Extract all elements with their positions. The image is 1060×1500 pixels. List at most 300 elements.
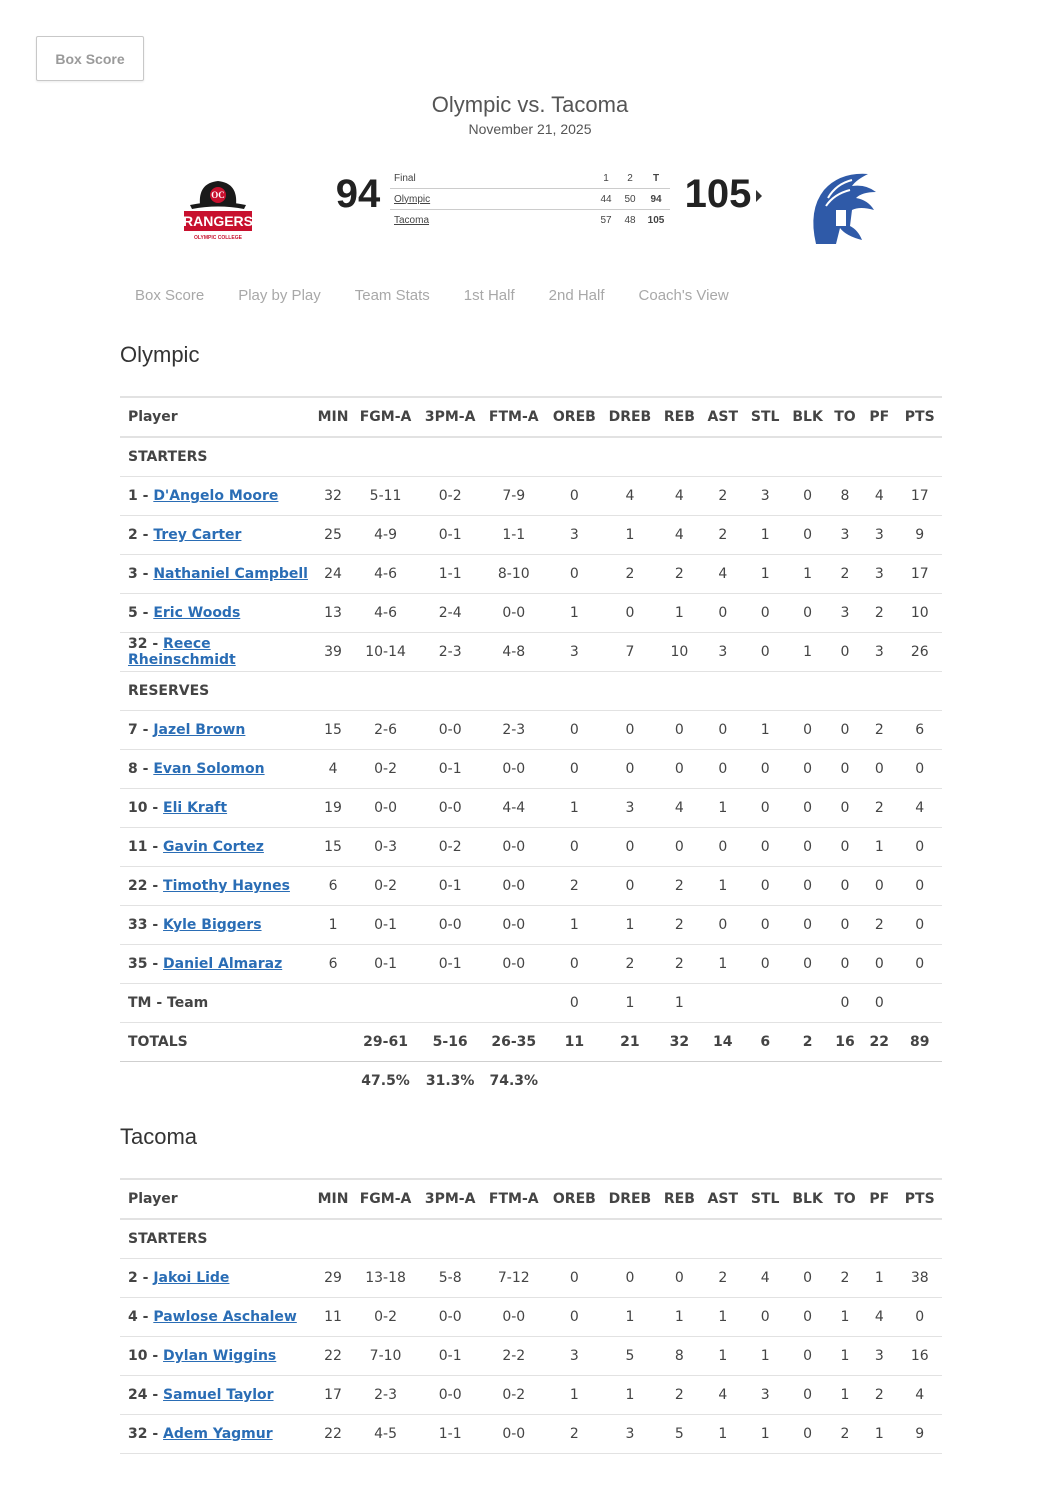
stat-cell: 0 xyxy=(897,1298,942,1337)
stat-cell: 0 xyxy=(829,750,861,789)
stat-cell: 0 xyxy=(603,750,658,789)
stat-cell: 1 xyxy=(744,1337,786,1376)
player-cell: 2 - Trey Carter xyxy=(120,516,314,555)
total-cell: 21 xyxy=(603,1023,658,1062)
stat-cell: 3 xyxy=(546,516,603,555)
stat-cell: 0 xyxy=(744,789,786,828)
linescore-period-2: 2 xyxy=(627,172,633,184)
player-cell: 35 - Daniel Almaraz xyxy=(120,945,314,984)
stat-cell: 4 xyxy=(861,1298,897,1337)
stat-cell: 3 xyxy=(603,1415,658,1454)
stat-cell: 0 xyxy=(786,1259,828,1298)
player-cell: 3 - Nathaniel Campbell xyxy=(120,555,314,594)
player-name-link[interactable]: Eric Woods xyxy=(153,605,241,621)
column-header: AST xyxy=(702,397,744,437)
stat-cell: 0 xyxy=(657,750,701,789)
total-cell: 2 xyxy=(786,1023,828,1062)
stat-cell: 0 xyxy=(786,1376,828,1415)
stat-cell: 9 xyxy=(897,1415,942,1454)
total-cell: 6 xyxy=(744,1023,786,1062)
player-number: 32 xyxy=(128,636,148,652)
player-number: 22 xyxy=(128,878,148,894)
stat-cell: 0 xyxy=(546,555,603,594)
stat-cell: 0 xyxy=(786,594,828,633)
percentage-cell xyxy=(829,1062,861,1101)
column-header: PF xyxy=(861,397,897,437)
stat-cell: 0-0 xyxy=(419,789,482,828)
stat-cell: 1 xyxy=(786,555,828,594)
player-cell: 10 - Dylan Wiggins xyxy=(120,1337,314,1376)
stat-cell: 2 xyxy=(702,1259,744,1298)
player-row xyxy=(120,1415,942,1454)
box-score-subnav xyxy=(118,287,746,304)
stat-cell: 7 xyxy=(603,633,658,672)
subnav-tab-box-score[interactable]: Box Score xyxy=(135,287,205,304)
player-name-link[interactable]: Jazel Brown xyxy=(153,722,246,738)
player-row xyxy=(120,1337,942,1376)
player-cell: 11 - Gavin Cortez xyxy=(120,828,314,867)
stat-cell: 0 xyxy=(897,750,942,789)
stat-cell: 0-0 xyxy=(419,1298,482,1337)
subnav-tab-play-by-play[interactable]: Play by Play xyxy=(238,287,321,304)
stat-cell: 2 xyxy=(603,555,658,594)
stat-cell: 2 xyxy=(603,945,658,984)
stat-cell: 0 xyxy=(829,984,861,1023)
stat-cell: 15 xyxy=(314,828,352,867)
stat-cell: 0 xyxy=(744,750,786,789)
stat-cell: 4-6 xyxy=(352,555,419,594)
stat-cell: 0 xyxy=(603,1259,658,1298)
stat-cell: 22 xyxy=(314,1415,352,1454)
stat-cell: 0 xyxy=(702,711,744,750)
total-cell: 29-61 xyxy=(352,1023,419,1062)
olympic-rangers-logo xyxy=(182,175,254,243)
stat-cell: 4 xyxy=(897,1376,942,1415)
stat-cell: 2 xyxy=(861,789,897,828)
stat-cell: 2 xyxy=(546,867,603,906)
stat-cell: 0 xyxy=(657,1259,701,1298)
home-score: 94 xyxy=(335,172,381,216)
player-row xyxy=(120,906,942,945)
stat-cell: 0 xyxy=(744,594,786,633)
column-header: DREB xyxy=(603,1179,658,1219)
player-name-link[interactable]: Reece Rheinschmidt xyxy=(128,636,236,668)
stat-cell: 7-9 xyxy=(481,477,546,516)
subnav-tab-team-stats[interactable]: Team Stats xyxy=(354,287,430,304)
linescore-team-link[interactable]: Tacoma xyxy=(390,210,594,231)
player-number: 32 xyxy=(128,1426,148,1442)
player-cell: 8 - Evan Solomon xyxy=(120,750,314,789)
subnav-tab-1st-half[interactable]: 1st Half xyxy=(463,287,515,304)
column-header: 3PM-A xyxy=(419,397,482,437)
logo-monogram: OC xyxy=(211,190,225,200)
player-row xyxy=(120,789,942,828)
stat-cell: 0 xyxy=(786,828,828,867)
table-header-row xyxy=(120,1179,942,1219)
stat-cell: 0 xyxy=(744,633,786,672)
stat-cell: 1 xyxy=(657,984,701,1023)
stat-cell: 2 xyxy=(702,516,744,555)
stat-cell: 1 xyxy=(702,1298,744,1337)
stat-cell: 1 xyxy=(314,906,352,945)
subnav-tab-2nd-half[interactable]: 2nd Half xyxy=(548,287,605,304)
stat-cell: 2 xyxy=(861,594,897,633)
stat-cell: 24 xyxy=(314,555,352,594)
stat-cell: 1 xyxy=(603,516,658,555)
total-cell: 11 xyxy=(546,1023,603,1062)
stat-cell: 3 xyxy=(829,516,861,555)
player-name-link[interactable]: Jakoi Lide xyxy=(153,1270,230,1286)
section-header-row xyxy=(120,672,942,711)
column-header: Player xyxy=(120,1179,314,1219)
total-cell: 22 xyxy=(861,1023,897,1062)
column-header: BLK xyxy=(786,397,828,437)
column-header: FTM-A xyxy=(481,397,546,437)
stat-cell: 3 xyxy=(546,633,603,672)
stat-cell: 2 xyxy=(657,867,701,906)
player-row xyxy=(120,867,942,906)
stat-cell: 1 xyxy=(603,1298,658,1337)
stat-cell: 0-2 xyxy=(419,828,482,867)
tacoma-spartan-helmet-logo xyxy=(806,170,882,248)
column-header: REB xyxy=(657,1179,701,1219)
player-name-link[interactable]: Eli Kraft xyxy=(163,800,228,816)
stat-cell: 0 xyxy=(786,750,828,789)
stat-cell: 4-6 xyxy=(352,594,419,633)
stat-cell: 3 xyxy=(744,477,786,516)
section-header-row xyxy=(120,437,942,477)
stat-cell: 16 xyxy=(897,1337,942,1376)
column-header: PTS xyxy=(897,1179,942,1219)
stat-cell: 0-1 xyxy=(419,516,482,555)
stat-cell: 8 xyxy=(829,477,861,516)
total-cell: 26-35 xyxy=(481,1023,546,1062)
stat-cell: 11 xyxy=(314,1298,352,1337)
stat-cell: 38 xyxy=(897,1259,942,1298)
column-header: FGM-A xyxy=(352,397,419,437)
stat-cell: 1 xyxy=(657,1298,701,1337)
olympic-box-score-table xyxy=(120,396,942,1100)
stat-cell xyxy=(702,984,744,1023)
stat-cell: 5-8 xyxy=(419,1259,482,1298)
stat-cell: 0-0 xyxy=(419,906,482,945)
stat-cell: 2 xyxy=(657,555,701,594)
subnav-tab-coach-s-view[interactable]: Coach's View xyxy=(638,287,729,304)
player-number: 8 xyxy=(128,761,138,777)
percentage-cell xyxy=(546,1062,603,1101)
stat-cell: 10-14 xyxy=(352,633,419,672)
percentage-cell xyxy=(744,1062,786,1101)
player-name-link[interactable]: Timothy Haynes xyxy=(163,878,290,894)
stat-cell: 0-1 xyxy=(419,1337,482,1376)
stat-cell: 5 xyxy=(657,1415,701,1454)
stat-cell: 0 xyxy=(603,594,658,633)
stat-cell xyxy=(419,984,482,1023)
box-score-button[interactable]: Box Score xyxy=(36,36,144,81)
stat-cell: 4-9 xyxy=(352,516,419,555)
stat-cell: 25 xyxy=(314,516,352,555)
player-name-link[interactable]: D'Angelo Moore xyxy=(153,488,279,504)
stat-cell: 0 xyxy=(861,984,897,1023)
stat-cell: 15 xyxy=(314,711,352,750)
stat-cell: 0-0 xyxy=(481,906,546,945)
percentage-cell xyxy=(861,1062,897,1101)
player-cell: 5 - Eric Woods xyxy=(120,594,314,633)
stat-cell: 0-2 xyxy=(352,750,419,789)
column-header: TO xyxy=(829,1179,861,1219)
tacoma-box-score-table xyxy=(120,1178,942,1454)
stat-cell: 3 xyxy=(861,516,897,555)
stat-cell: 2 xyxy=(657,906,701,945)
linescore-team-link[interactable]: Olympic xyxy=(390,189,594,210)
stat-cell: 1 xyxy=(829,1376,861,1415)
stat-cell: 0 xyxy=(786,1298,828,1337)
column-header: REB xyxy=(657,397,701,437)
stat-cell: 3 xyxy=(702,633,744,672)
player-name-link[interactable]: Dylan Wiggins xyxy=(163,1348,277,1364)
stat-cell: 0-1 xyxy=(419,750,482,789)
stat-cell: 2 xyxy=(657,945,701,984)
logo-subtext: OLYMPIC COLLEGE xyxy=(194,235,242,241)
column-header: MIN xyxy=(314,397,352,437)
percentages-spacer xyxy=(120,1062,314,1101)
stat-cell: 1-1 xyxy=(419,1415,482,1454)
total-cell: 14 xyxy=(702,1023,744,1062)
column-header: STL xyxy=(744,1179,786,1219)
stat-cell: 2 xyxy=(657,1376,701,1415)
stat-cell: 2 xyxy=(829,555,861,594)
stat-cell: 0-2 xyxy=(352,1298,419,1337)
percentage-cell: 31.3% xyxy=(425,1073,475,1089)
stat-cell: 0 xyxy=(744,906,786,945)
stat-cell: 0-0 xyxy=(481,867,546,906)
stat-cell: 3 xyxy=(546,1337,603,1376)
stat-cell: 17 xyxy=(897,555,942,594)
stat-cell: 2-3 xyxy=(352,1376,419,1415)
stat-cell: 4 xyxy=(861,477,897,516)
stat-cell xyxy=(786,984,828,1023)
stat-cell: 2 xyxy=(861,711,897,750)
stat-cell: 1 xyxy=(744,555,786,594)
stat-cell: 4-5 xyxy=(352,1415,419,1454)
stat-cell: 0 xyxy=(657,711,701,750)
stat-cell: 0 xyxy=(786,789,828,828)
totals-row xyxy=(120,1023,942,1062)
stat-cell: 4 xyxy=(657,477,701,516)
total-cell: 32 xyxy=(657,1023,701,1062)
stat-cell: 2 xyxy=(861,906,897,945)
stat-cell xyxy=(314,984,352,1023)
player-cell: 33 - Kyle Biggers xyxy=(120,906,314,945)
stat-cell: 0 xyxy=(546,711,603,750)
stat-cell: 1 xyxy=(603,906,658,945)
section-label: RESERVES xyxy=(120,672,942,711)
stat-cell: 0 xyxy=(897,945,942,984)
stat-cell xyxy=(897,984,942,1023)
stat-cell: 0 xyxy=(546,750,603,789)
stat-cell: 4 xyxy=(897,789,942,828)
player-number: 33 xyxy=(128,917,148,933)
stat-cell: 0 xyxy=(829,945,861,984)
team-row-label: TM - Team xyxy=(120,984,314,1023)
stat-cell xyxy=(481,984,546,1023)
stat-cell: 13-18 xyxy=(352,1259,419,1298)
player-number: 10 xyxy=(128,800,148,816)
stat-cell: 32 xyxy=(314,477,352,516)
stat-cell: 0 xyxy=(897,867,942,906)
player-name-link[interactable]: Nathaniel Campbell xyxy=(153,566,308,582)
stat-cell: 1 xyxy=(702,1415,744,1454)
team-row xyxy=(120,984,942,1023)
stat-cell: 0 xyxy=(786,867,828,906)
stat-cell: 5-11 xyxy=(352,477,419,516)
player-cell: 32 - Adem Yagmur xyxy=(120,1415,314,1454)
percentage-cell xyxy=(702,1062,744,1101)
stat-cell: 0 xyxy=(861,750,897,789)
winner-arrow-icon xyxy=(756,190,762,202)
stat-cell: 1 xyxy=(546,789,603,828)
player-row xyxy=(120,555,942,594)
player-row xyxy=(120,711,942,750)
stat-cell: 0 xyxy=(829,711,861,750)
stat-cell: 1 xyxy=(829,1298,861,1337)
total-cell xyxy=(314,1023,352,1062)
column-header: AST xyxy=(702,1179,744,1219)
column-header: FTM-A xyxy=(481,1179,546,1219)
stat-cell: 2 xyxy=(829,1415,861,1454)
column-header: PF xyxy=(861,1179,897,1219)
stat-cell: 0 xyxy=(744,945,786,984)
game-title: Olympic vs. Tacoma xyxy=(431,92,629,117)
player-number: 2 xyxy=(128,1270,138,1286)
stat-cell: 8 xyxy=(657,1337,701,1376)
stat-cell: 4 xyxy=(702,555,744,594)
logo-wordmark: RANGERS xyxy=(182,213,254,229)
stat-cell: 1 xyxy=(744,1415,786,1454)
player-cell: 1 - D'Angelo Moore xyxy=(120,477,314,516)
player-cell: 4 - Pawlose Aschalew xyxy=(120,1298,314,1337)
stat-cell: 0 xyxy=(744,1298,786,1337)
stat-cell: 3 xyxy=(744,1376,786,1415)
total-cell: 89 xyxy=(897,1023,942,1062)
stat-cell: 29 xyxy=(314,1259,352,1298)
player-number: 5 xyxy=(128,605,138,621)
stat-cell: 0-0 xyxy=(419,1376,482,1415)
stat-cell: 0 xyxy=(702,750,744,789)
team-heading-olympic: Olympic xyxy=(120,342,200,367)
stat-cell: 4 xyxy=(314,750,352,789)
stat-cell: 0 xyxy=(744,867,786,906)
total-cell: 5-16 xyxy=(419,1023,482,1062)
player-number: 7 xyxy=(128,722,138,738)
player-cell: 10 - Eli Kraft xyxy=(120,789,314,828)
player-name-link[interactable]: Adem Yagmur xyxy=(163,1426,273,1442)
stat-cell: 1 xyxy=(603,1376,658,1415)
stat-cell: 1 xyxy=(744,516,786,555)
player-name-link[interactable]: Daniel Almaraz xyxy=(163,956,283,972)
linescore-total-header: T xyxy=(652,172,660,184)
player-number: 1 xyxy=(128,488,138,504)
player-name-link[interactable]: Gavin Cortez xyxy=(163,839,264,855)
stat-cell: 0 xyxy=(603,711,658,750)
stat-cell: 26 xyxy=(897,633,942,672)
stat-cell: 0 xyxy=(786,1415,828,1454)
stat-cell: 1 xyxy=(546,1376,603,1415)
column-header: MIN xyxy=(314,1179,352,1219)
player-row xyxy=(120,1259,942,1298)
stat-cell: 2 xyxy=(861,1376,897,1415)
stat-cell: 1 xyxy=(861,828,897,867)
stat-cell: 1 xyxy=(603,984,658,1023)
stat-cell: 0-0 xyxy=(481,594,546,633)
stat-cell: 0-1 xyxy=(352,906,419,945)
stat-cell: 0 xyxy=(546,945,603,984)
player-row xyxy=(120,594,942,633)
player-name-link[interactable]: Trey Carter xyxy=(153,527,242,543)
stat-cell: 3 xyxy=(603,789,658,828)
stat-cell: 0 xyxy=(786,516,828,555)
stat-cell: 1 xyxy=(829,1337,861,1376)
stat-cell: 2 xyxy=(829,1259,861,1298)
stat-cell: 4-8 xyxy=(481,633,546,672)
stat-cell: 1-1 xyxy=(419,555,482,594)
linescore-period-1: 1 xyxy=(603,172,609,184)
stat-cell: 1 xyxy=(786,633,828,672)
away-score: 105 xyxy=(684,172,752,216)
player-name-link[interactable]: Evan Solomon xyxy=(153,761,265,777)
player-row xyxy=(120,945,942,984)
stat-cell: 8-10 xyxy=(481,555,546,594)
player-row xyxy=(120,1376,942,1415)
stat-cell: 4-4 xyxy=(481,789,546,828)
player-cell: 7 - Jazel Brown xyxy=(120,711,314,750)
player-cell: 22 - Timothy Haynes xyxy=(120,867,314,906)
stat-cell: 6 xyxy=(897,711,942,750)
player-row xyxy=(120,516,942,555)
column-header: DREB xyxy=(603,397,658,437)
player-name-link[interactable]: Pawlose Aschalew xyxy=(153,1309,297,1325)
stat-cell: 2-2 xyxy=(481,1337,546,1376)
stat-cell: 1 xyxy=(702,789,744,828)
stat-cell: 0 xyxy=(603,867,658,906)
stat-cell: 0 xyxy=(546,1298,603,1337)
stat-cell: 7-12 xyxy=(481,1259,546,1298)
stat-cell: 2-3 xyxy=(481,711,546,750)
stat-cell: 17 xyxy=(314,1376,352,1415)
column-header: STL xyxy=(744,397,786,437)
stat-cell: 0 xyxy=(829,828,861,867)
stat-cell: 0 xyxy=(546,984,603,1023)
stat-cell: 17 xyxy=(897,477,942,516)
stat-cell: 3 xyxy=(861,633,897,672)
stat-cell: 3 xyxy=(829,594,861,633)
stat-cell: 0 xyxy=(861,945,897,984)
percentage-cell: 74.3% xyxy=(489,1073,539,1089)
player-name-link[interactable]: Kyle Biggers xyxy=(163,917,262,933)
stat-cell: 10 xyxy=(657,633,701,672)
stat-cell: 0 xyxy=(786,945,828,984)
column-header: TO xyxy=(829,397,861,437)
percentage-cell xyxy=(657,1062,701,1101)
stat-cell: 0 xyxy=(897,906,942,945)
totals-label: TOTALS xyxy=(120,1023,314,1062)
stat-cell: 1 xyxy=(861,1415,897,1454)
player-name-link[interactable]: Samuel Taylor xyxy=(163,1387,274,1403)
column-header: PTS xyxy=(897,397,942,437)
stat-cell: 6 xyxy=(314,945,352,984)
stat-cell: 1 xyxy=(546,594,603,633)
percentage-cell xyxy=(603,1062,658,1101)
